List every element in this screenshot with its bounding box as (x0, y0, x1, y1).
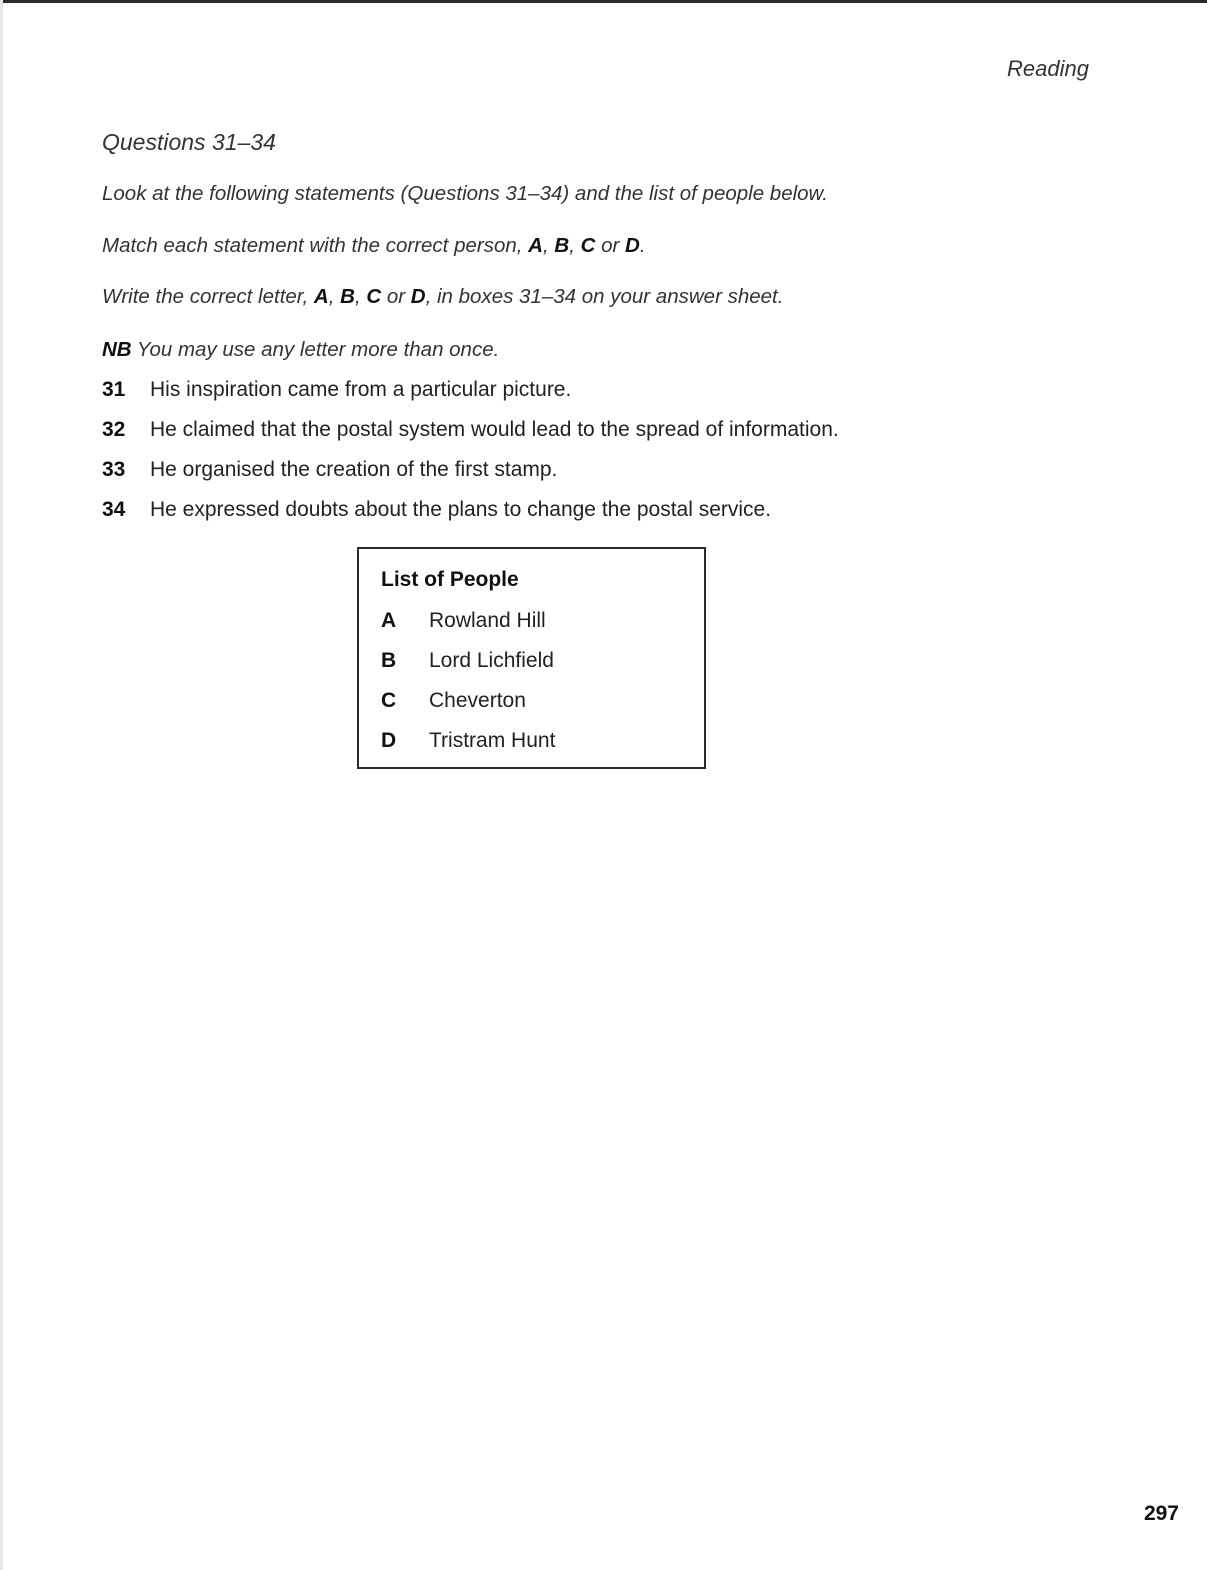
question-text: He claimed that the postal system would lead to the spread of information. (150, 418, 839, 441)
list-of-people-box (357, 547, 706, 769)
question-text: He organised the creation of the first stamp. (150, 458, 558, 481)
instruction-line-1: Look at the following statements (Questions 31–34) and the list of people below. (102, 182, 828, 205)
option-letter: A (381, 609, 397, 632)
person-option-d (381, 729, 555, 753)
person-name: Cheverton (429, 689, 526, 712)
separator: , (542, 234, 555, 257)
running-head: Reading (1007, 56, 1089, 81)
question-item (102, 378, 571, 402)
letter-b: B (554, 234, 570, 257)
instruction-text: , in boxes 31–34 on your answer sheet. (425, 285, 784, 308)
letter-c: C (580, 234, 596, 257)
list-of-people-title: List of People (381, 568, 519, 591)
person-option-a (381, 609, 546, 633)
questions-heading: Questions 31–34 (102, 129, 276, 155)
page-number: 297 (1143, 1502, 1179, 1525)
person-option-c (381, 689, 526, 713)
letter-d: D (410, 285, 426, 308)
letter-c: C (366, 285, 382, 308)
option-letter: D (381, 729, 397, 752)
nb-text: You may use any letter more than once. (131, 338, 500, 361)
question-text: His inspiration came from a particular picture. (150, 378, 572, 401)
instruction-line-2 (102, 234, 646, 258)
nb-label: NB (102, 338, 132, 361)
option-letter: C (381, 689, 397, 712)
letter-b: B (340, 285, 355, 308)
question-number: 31 (102, 378, 126, 401)
instruction-line-3 (102, 285, 783, 309)
person-name: Lord Lichfield (429, 649, 554, 672)
instruction-text: Write the correct letter, (102, 285, 314, 308)
left-scan-edge (0, 0, 3, 1570)
separator: , (354, 285, 367, 308)
person-name: Rowland Hill (429, 609, 546, 632)
question-number: 32 (102, 418, 126, 441)
nb-note (102, 338, 499, 362)
separator: . (639, 234, 646, 257)
separator: or (595, 234, 626, 257)
question-number: 33 (102, 458, 126, 481)
top-border-rule (0, 0, 1207, 3)
question-number: 34 (102, 498, 126, 521)
separator: , (569, 234, 581, 257)
instruction-text: Match each statement with the correct person, (102, 234, 529, 257)
letter-a: A (528, 234, 543, 257)
letter-a: A (313, 285, 329, 308)
question-item (102, 498, 771, 522)
question-item (102, 418, 839, 442)
letter-d: D (625, 234, 640, 257)
question-item (102, 458, 557, 482)
question-text: He expressed doubts about the plans to change the postal service. (150, 498, 772, 521)
person-option-b (381, 649, 554, 673)
separator: or (381, 285, 411, 308)
separator: , (328, 285, 341, 308)
person-name: Tristram Hunt (429, 729, 556, 752)
option-letter: B (381, 649, 397, 672)
